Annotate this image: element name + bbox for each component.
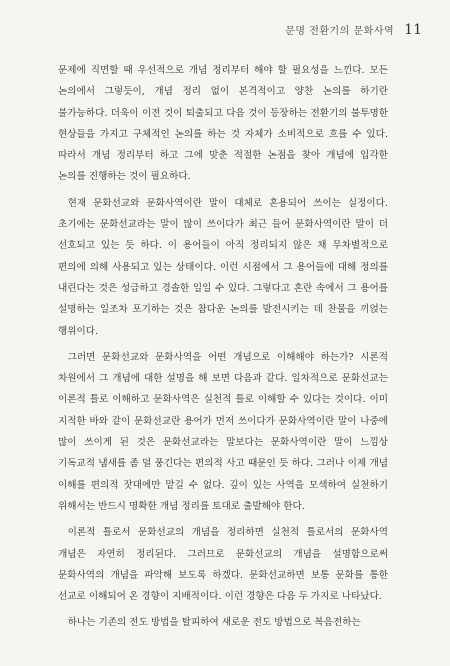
paragraph: 이론적 틀로서 문화선교의 개념을 정리하면 실천적 틀로서의 문화사역 개념은 자연히 정리된다. 그러므로 문화선교의 개념을 설명함으로써 문화사역의 개념을 파악해 보도록 하겠다. 문화선교하면 보통 문화를 통한 선교로 이해되어 온 경향이 지배적이다. 이런 경향은 다음 두 가지로 나타났다. <box>58 527 388 603</box>
page-number: 11 <box>404 22 422 38</box>
paragraph: 문제에 직면할 때 우선적으로 개념 정리부터 해야 할 필요성을 느낀다. 모든 논의에서 그렇듯이, 개념 정리 없이 본격적이고 양찬 논의를 하기란 불가능하다. 더욱이 이전 것이 퇴출되고 다음 것이 등장하는 전환기의 불투명한 현상들을 가지고 구체적인 논의를 하는 것 자체가 소비적으로 흐를 수 있다. 따라서 개념 정리부터 하고 그에 맞춘 적절한 논점을 찾아 개념에 입각한 논의를 진행하는 것이 필요하다. <box>58 65 388 183</box>
paragraph: 하나는 기존의 전도 방법을 탈피하여 새로운 전도 방법으로 복음전하는 <box>67 617 361 629</box>
body-text <box>58 60 388 639</box>
paragraph: 현재 문화선교와 문화사역이란 말이 대체로 혼용되어 쓰이는 실정이다. 초기에는 문화선교라는 말이 많이 쓰이다가 최근 들어 문화사역이란 말이 더 선호되고 있는 듯 하다. 이 용어들이 아직 정리되지 않은 채 무차별적으로 편의에 의해 사용되고 있는 상태이다. 이런 시점에서 그 용어들에 대해 정의를 내린다는 것은 성급하고 경솔한 일일 수 있다. 그렇다고 혼란 속에서 그 용어를 설명하는 일조차 포기하는 것은 참다운 논의를 발전시키는 데 찬물을 끼얹는 행위이다. <box>58 197 388 337</box>
chapter-title: 문명 전환기의 문화사역 <box>285 26 395 37</box>
paragraph: 그러면 문화선교와 문화사역을 어떤 개념으로 이해해야 하는가? 시론적 차원에서 그 개념에 대한 설명을 해 보면 다음과 같다. 일차적으로 문화선교는 이론적 틀로 이해하고 문화사역은 실천적 틀로 이해할 수 있다는 것이다. 이미 지적한 바와 같이 문화선교란 용어가 먼저 쓰이다가 문화사역이란 말이 나중에 많이 쓰이게 된 것은 문화선교라는 말보다는 문화사역이란 말이 느낌상 기독교적 냄새를 좀 덜 풍긴다는 편의적 사고 때문인 듯 하다. 그러나 이제 개념 이해를 편의적 잣대에만 맡길 수 없다. 깊이 있는 사역을 모색하여 실천하기 위해서는 반드시 명확한 개념 정리를 토대로 출발해야 한다. <box>58 351 388 512</box>
running-header <box>285 22 422 38</box>
